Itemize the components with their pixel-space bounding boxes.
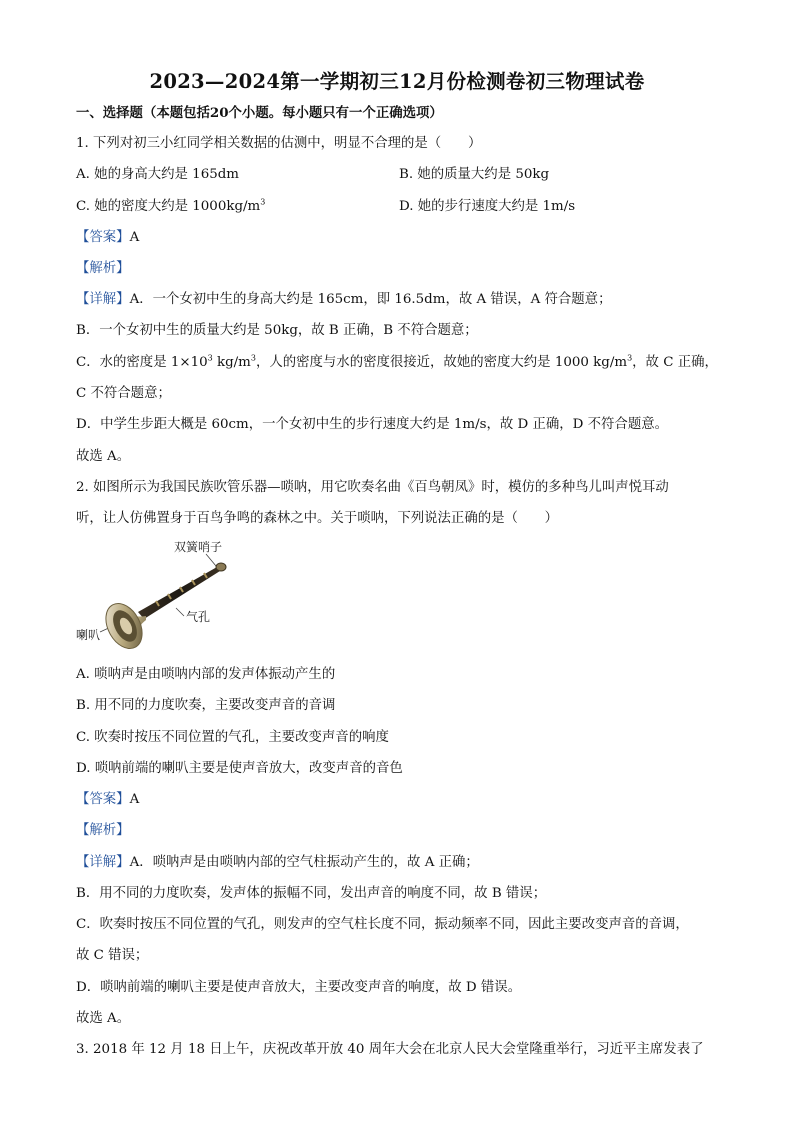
detail-c-part2: kg/m	[212, 355, 251, 370]
question-2-stem-line1: 2. 如图所示为我国民族吹管乐器—唢呐，用它吹奏名曲《百鸟朝凤》时，模仿的多种鸟儿叫声悦耳动	[76, 480, 669, 495]
q2-detail-c-cont: 故 C 错误；	[76, 948, 149, 963]
q1-option-c-text: C. 她的密度大约是 1000kg/m	[76, 199, 261, 214]
answer-tag: 【答案】	[76, 230, 130, 245]
q2-option-a: A. 唢呐声是由唢呐内部的发声体振动产生的	[76, 667, 336, 682]
suona-figure	[76, 534, 246, 654]
detail-c-part1: C．水的密度是 1×10	[76, 355, 208, 370]
q1-detail-d: D．中学生步距大概是 60cm，一个女初中生的步行速度大约是 1m/s，故 D 正确，D 不符合题意。	[76, 417, 668, 432]
q1-option-d: D. 她的步行速度大约是 1m/s	[399, 199, 576, 214]
q2-detail-d: D．唢呐前端的喇叭主要是使声音放大，主要改变声音的响度，故 D 错误。	[76, 980, 522, 995]
label-double-reed: 双簧哨子	[174, 540, 223, 554]
q1-detail-c-cont: C 不符合题意；	[76, 386, 171, 401]
answer-tag: 【答案】	[76, 792, 130, 807]
detail-tag: 【详解】	[76, 855, 130, 870]
detail-c-sup2: 3	[250, 353, 256, 363]
q1-option-c	[76, 197, 265, 217]
q1-detail-b: B．一个女初中生的质量大约是 50kg，故 B 正确，B 不符合题意；	[76, 323, 478, 338]
q2-option-c: C. 吹奏时按压不同位置的气孔，主要改变声音的响度	[76, 730, 389, 745]
detail-tag: 【详解】	[76, 292, 130, 307]
answer-value: A	[129, 792, 140, 807]
q2-detail-a	[76, 853, 479, 873]
q2-answer	[76, 790, 139, 810]
label-horn: 喇叭	[76, 628, 101, 642]
q2-conclusion: 故选 A。	[76, 1011, 131, 1026]
page-title: 2023—2024第一学期初三12月份检测卷初三物理试卷	[149, 70, 645, 93]
q1-detail-a	[76, 290, 611, 310]
question-3-stem-line1: 3. 2018 年 12 月 18 日上午，庆祝改革开放 40 周年大会在北京人民大会堂隆重举行，习近平主席发表了	[76, 1042, 704, 1057]
q2-option-d: D. 唢呐前端的喇叭主要是使声音放大，改变声音的音色	[76, 761, 403, 776]
label-air-hole: 气孔	[186, 610, 211, 624]
detail-text: A．唢呐声是由唢呐内部的空气柱振动产生的，故 A 正确；	[129, 855, 479, 870]
q1-option-c-exponent: 3	[260, 197, 266, 207]
detail-c-part4: ，故 C 正确，	[632, 355, 718, 370]
detail-c-part3: ，人的密度与水的密度很接近，故她的密度大约是 1000 kg/m	[255, 355, 628, 370]
q1-option-a: A. 她的身高大约是 165dm	[76, 167, 240, 182]
answer-value: A	[129, 230, 140, 245]
question-2-stem-line2: 听，让人仿佛置身于百鸟争鸣的森林之中。关于唢呐，下列说法正确的是（ ）	[76, 511, 559, 526]
q1-analysis-tag: 【解析】	[76, 261, 130, 276]
question-1-stem: 1. 下列对初三小红同学相关数据的估测中，明显不合理的是（ ）	[76, 136, 482, 151]
detail-c-sup3: 3	[627, 353, 633, 363]
q1-answer	[76, 228, 139, 248]
q2-option-b: B. 用不同的力度吹奏，主要改变声音的音调	[76, 698, 336, 713]
detail-c-sup1: 3	[207, 353, 213, 363]
q2-detail-b: B．用不同的力度吹奏，发声体的振幅不同，发出声音的响度不同，故 B 错误；	[76, 886, 547, 901]
q1-detail-c	[76, 353, 718, 373]
q1-option-b: B. 她的质量大约是 50kg	[399, 167, 550, 182]
section-heading: 一、选择题（本题包括20个小题。每小题只有一个正确选项）	[76, 105, 443, 121]
q1-conclusion: 故选 A。	[76, 449, 131, 464]
q2-analysis-tag: 【解析】	[76, 823, 130, 838]
detail-text: A．一个女初中生的身高大约是 165cm，即 16.5dm，故 A 错误，A 符合题意；	[129, 292, 612, 307]
q2-detail-c: C．吹奏时按压不同位置的气孔，则发声的空气柱长度不同，振动频率不同，因此主要改变声音的音调，	[76, 917, 689, 932]
